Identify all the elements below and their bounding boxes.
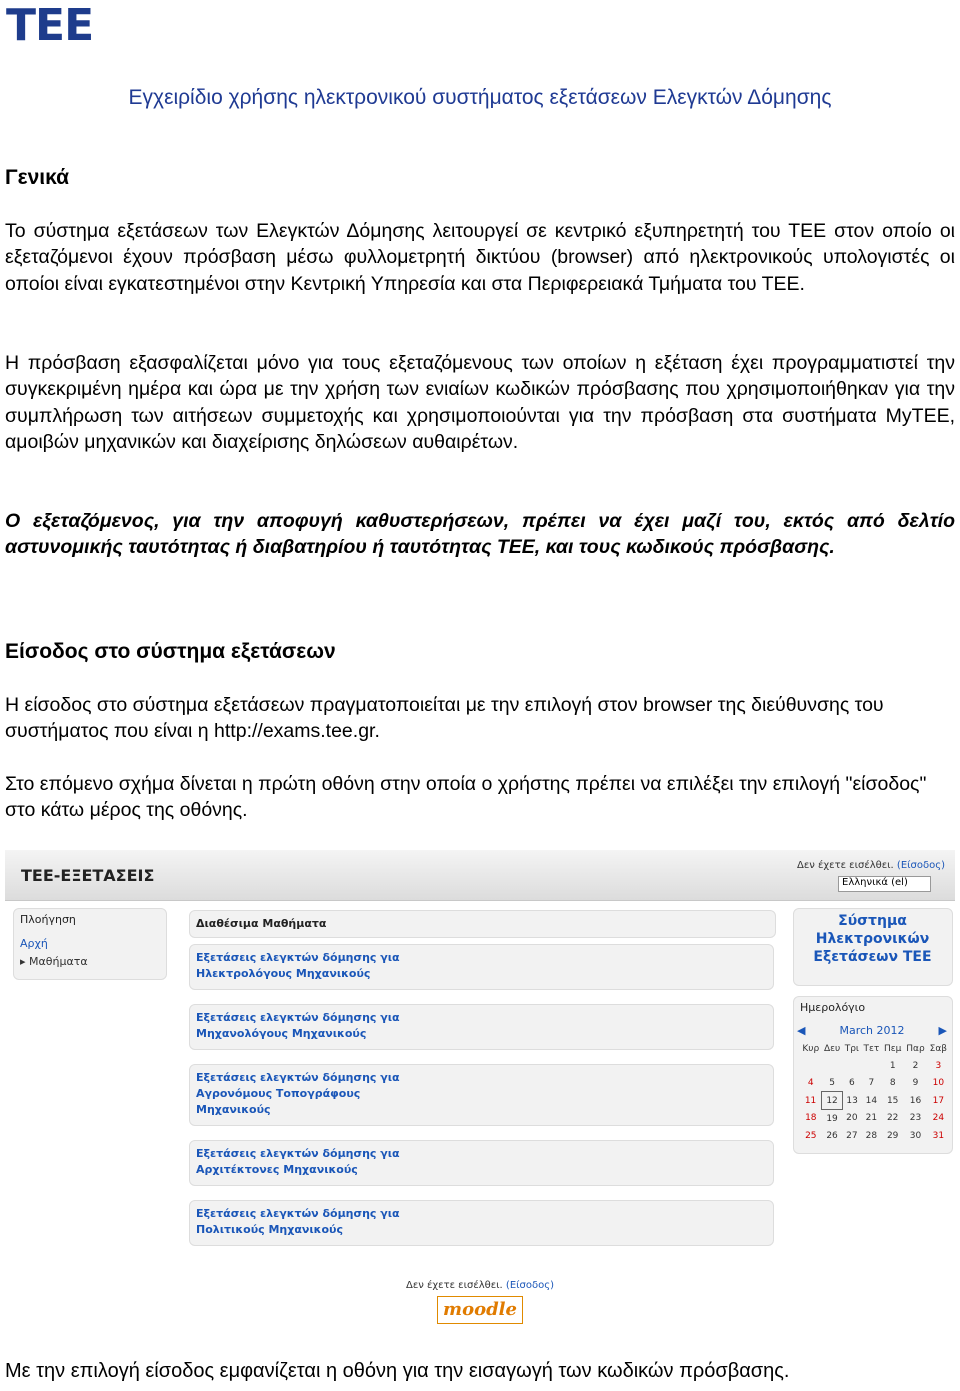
navigation-title: Πλοήγηση <box>20 913 76 926</box>
calendar-day[interactable]: 3 <box>935 1060 942 1071</box>
nav-home[interactable]: Αρχή <box>20 937 48 950</box>
language-select[interactable]: Ελληνικά (el) <box>838 876 931 892</box>
calendar-day[interactable]: 25 <box>805 1130 817 1141</box>
paragraph-login-2: Στο επόμενο σχήμα δίνεται η πρώτη οθόνη στην οποία ο χρήστης πρέπει να επιλέξει την επιλογή "είσοδος" στο κάτω μέρος της οθόνης. <box>5 773 927 822</box>
calendar-day[interactable]: 9 <box>912 1077 919 1088</box>
expand-arrow-icon[interactable]: ▸ <box>20 955 30 968</box>
calendar-day[interactable]: 15 <box>886 1095 899 1106</box>
footer-login <box>5 1280 955 1291</box>
calendar-day <box>822 1057 843 1074</box>
calendar-day[interactable]: 11 <box>804 1095 817 1106</box>
calendar-day[interactable]: 1 <box>889 1060 896 1071</box>
course-item[interactable]: Εξετάσεις ελεγκτών δόμησης για Αγρονόμους Τοπογράφους Μηχανικούς <box>189 1064 774 1126</box>
section-heading-general: Γενικά <box>5 166 70 189</box>
calendar-day[interactable]: 13 <box>846 1095 858 1106</box>
calendar-day[interactable]: 19 <box>826 1113 838 1124</box>
calendar-day[interactable]: 21 <box>865 1113 878 1124</box>
login-link[interactable]: (Είσοδος) <box>896 860 945 871</box>
system-title: Σύστημα Ηλεκτρονικών Εξετάσεων ΤΕΕ <box>813 913 932 965</box>
calendar-day[interactable]: 28 <box>865 1130 878 1141</box>
exams-screenshot <box>5 850 955 1335</box>
nav-courses[interactable]: ▸ Μαθήματα <box>20 955 88 968</box>
footer-login-link[interactable]: (Είσοδος) <box>505 1280 554 1291</box>
calendar-day[interactable]: 29 <box>886 1130 899 1141</box>
paragraph-general-3: Ο εξεταζόμενος, για την αποφυγή καθυστερήσεων, πρέπει να έχει μαζί του, εκτός από δελτίο αστυνομικής ταυτότητας ή διαβατηρίου ή ταυτότητας ΤΕΕ, και τους κωδικούς πρόσβασης. <box>5 510 955 559</box>
calendar-day <box>843 1057 862 1074</box>
calendar-day[interactable]: 24 <box>932 1113 945 1124</box>
calendar-day-header: Σαβ <box>929 1043 948 1054</box>
calendar-day[interactable]: 27 <box>846 1130 858 1141</box>
calendar-day[interactable]: 6 <box>848 1077 855 1088</box>
course-item[interactable]: Εξετάσεις ελεγκτών δόμησης για Μηχανολόγους Μηχανικούς <box>189 1004 774 1050</box>
calendar-nav <box>797 1024 947 1037</box>
calendar-day[interactable]: 17 <box>932 1095 945 1106</box>
calendar-day[interactable]: 5 <box>829 1077 835 1088</box>
section-heading-login: Είσοδος στο σύστημα εξετάσεων <box>5 640 336 663</box>
calendar-grid <box>800 1040 950 1144</box>
calendar-day-header: Δευ <box>823 1043 841 1054</box>
calendar-day-header: Κυρ <box>802 1043 820 1054</box>
calendar-day-header: Τρι <box>844 1043 859 1054</box>
calendar-day <box>800 1057 822 1074</box>
course-item[interactable]: Εξετάσεις ελεγκτών δόμησης για Αρχιτέκτονες Μηχανικούς <box>189 1140 774 1186</box>
navigation-block <box>13 908 167 980</box>
calendar-title: Ημερολόγιο <box>800 1001 866 1014</box>
calendar-day[interactable]: 7 <box>868 1077 875 1088</box>
document-title: Εγχειρίδιο χρήσης ηλεκτρονικού συστήματος εξετάσεων Ελεγκτών Δόμησης <box>128 86 832 109</box>
courses-title: Διαθέσιμα Μαθήματα <box>196 917 327 930</box>
calendar-day[interactable]: 26 <box>826 1130 838 1141</box>
calendar-day[interactable]: 4 <box>807 1077 814 1088</box>
course-item[interactable]: Εξετάσεις ελεγκτών δόμησης για Πολιτικούς Μηχανικούς <box>189 1200 774 1246</box>
calendar-day[interactable]: 22 <box>886 1113 899 1124</box>
calendar-day[interactable]: 16 <box>909 1095 922 1106</box>
login-text: Δεν έχετε εισέλθει. <box>796 860 894 871</box>
calendar-day[interactable]: 23 <box>909 1113 922 1124</box>
paragraph-general-2: Η πρόσβαση εξασφαλίζεται μόνο για τους εξεταζόμενους των οποίων η εξέταση έχει προγραμματιστεί την συγκεκριμένη ημέρα και ώρα με την χρήση των ενιαίων κωδικών πρόσβασης που χρησιμοποιήθηκαν για την συμπλήρωση των αιτήσεων συμμετοχής και χρησιμοποιούνται για την πρόσβαση στα συστήματα MyTEE, αμοιβών μηχανικών και διαχείρισης δηλώσεων αυθαιρέτων. <box>5 352 955 453</box>
calendar-day[interactable]: 18 <box>805 1113 817 1124</box>
moodle-logo[interactable]: moodle <box>437 1296 523 1324</box>
calendar-day[interactable]: 20 <box>846 1113 858 1124</box>
site-name[interactable]: ΤΕΕ-ΕΞΕΤΑΣΕΙΣ <box>21 866 155 885</box>
calendar-day-header: Πεμ <box>884 1043 902 1054</box>
footer-text: Δεν έχετε εισέλθει. <box>405 1280 503 1291</box>
calendar-month: March 2012 <box>839 1024 905 1037</box>
paragraph-login-1: Η είσοδος στο σύστημα εξετάσεων πραγματοποιείται με την επιλογή στον browser της διεύθυνσης του συστήματος που είναι η http://exams.tee.gr. <box>5 694 884 743</box>
calendar-day[interactable]: 2 <box>912 1060 919 1071</box>
calendar-day[interactable]: 12 <box>822 1092 843 1110</box>
calendar-day[interactable]: 8 <box>889 1077 896 1088</box>
calendar-day <box>861 1057 881 1074</box>
calendar-day[interactable]: 31 <box>932 1130 945 1141</box>
paragraph-final: Με την επιλογή είσοδος εμφανίζεται η οθόνη για την εισαγωγή των κωδικών πρόσβασης. <box>5 1360 790 1382</box>
next-month-icon[interactable]: ▶ <box>938 1024 947 1037</box>
calendar-day[interactable]: 14 <box>865 1095 878 1106</box>
courses-header <box>189 910 776 938</box>
calendar-day-header: Παρ <box>906 1043 925 1054</box>
login-info <box>797 860 945 871</box>
course-item[interactable]: Εξετάσεις ελεγκτών δόμησης για Ηλεκτρολόγους Μηχανικούς <box>189 944 774 990</box>
tee-logo: TEE <box>6 0 94 51</box>
calendar-day-header: Τετ <box>863 1043 880 1054</box>
calendar-day[interactable]: 30 <box>909 1130 922 1141</box>
calendar-day[interactable]: 10 <box>932 1077 945 1088</box>
prev-month-icon[interactable]: ◀ <box>797 1024 806 1037</box>
screenshot-header <box>5 850 955 901</box>
paragraph-general-1: Το σύστημα εξετάσεων των Ελεγκτών Δόμησης λειτουργεί σε κεντρικό εξυπηρετητή του ΤΕΕ στον οποίο οι εξεταζόμενοι έχουν πρόσβαση μέσω φυλλομετρητή δικτύου (browser) από ηλεκτρονικούς υπολογιστές οι οποίοι είναι εγκατεστημένοι στην Κεντρική Υπηρεσία και στα Περιφερειακά Τμήματα του ΤΕΕ. <box>5 220 955 295</box>
